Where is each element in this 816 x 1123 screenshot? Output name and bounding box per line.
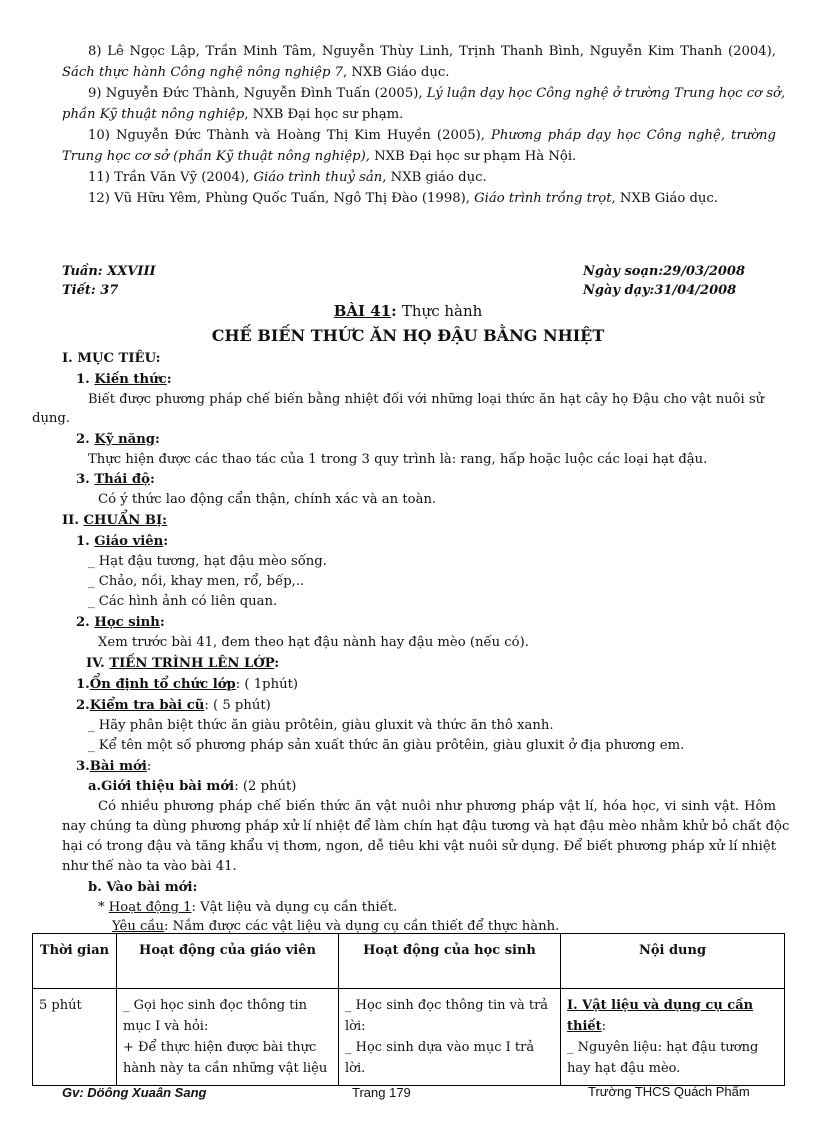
objectives-heading: I. MỤC TIÊU: — [62, 351, 161, 366]
intro-paragraph-line: hại có trong đậu và tăng khẩu vị thơm, ngon, dễ tiêu khi vật nuôi sử dụng. Để biết phương pháp xử lí nhiệt — [62, 839, 776, 854]
table-header-row — [33, 934, 785, 989]
intro-heading: a.Giới thiệu bài mới: (2 phút) — [88, 779, 297, 794]
teacher-prep-item: _ Các hình ảnh có liên quan. — [88, 594, 278, 609]
knowledge-text-line1: Biết được phương pháp chế biến bằng nhiệt đối với những loại thức ăn hạt cây họ Đậu cho vật nuôi sử — [88, 392, 764, 407]
intro-paragraph-line: như thế nào ta vào bài 41. — [62, 859, 237, 874]
teach-date: Ngày dạy:31/04/2008 — [583, 283, 737, 298]
week-label: Tuần: XXVIII — [62, 264, 156, 279]
intro-paragraph-line: Có nhiều phương pháp chế biến thức ăn vật nuôi như phương pháp vật lí, hóa học, vi sinh vật. Hôm — [98, 799, 776, 814]
prep-date: Ngày soạn:29/03/2008 — [583, 264, 745, 279]
cell-content: I. Vật liệu và dụng cụ cần thiết: _ Nguyên liệu: hạt đậu tương hay hạt đậu mèo. — [561, 989, 785, 1086]
review-question: _ Hãy phân biệt thức ăn giàu prôtêin, giàu gluxit và thức ăn thô xanh. — [88, 718, 554, 733]
reference-8-line2: Sách thực hành Công nghệ nông nghiệp 7, NXB Giáo dục. — [62, 65, 450, 80]
footer-author: Gv: Döông Xuaân Sang — [62, 1085, 207, 1100]
new-lesson-heading: b. Vào bài mới: — [88, 880, 198, 895]
procedure-heading: IV. TIẾN TRÌNH LÊN LỚP: — [86, 656, 280, 671]
period-label: Tiết: 37 — [62, 283, 119, 298]
review-question: _ Kể tên một số phương pháp sản xuất thức ăn giàu prôtêin, giàu gluxit ở địa phương em. — [88, 738, 685, 753]
skill-text: Thực hiện được các thao tác của 1 trong 3 quy trình là: rang, hấp hoặc luộc các loại hạt đậu. — [88, 452, 708, 467]
student-prep-heading: 2. Học sinh: — [76, 615, 165, 630]
student-prep-text: Xem trước bài 41, đem theo hạt đậu nành hay đậu mèo (nếu có). — [98, 635, 529, 650]
attitude-heading: 3. Thái độ: — [76, 472, 155, 487]
cell-time: 5 phút — [33, 989, 117, 1086]
footer-page-number: Trang 179 — [352, 1085, 411, 1100]
lesson-activity-table — [32, 933, 785, 1086]
table-header-content: Nội dung — [561, 934, 785, 989]
step3-heading: 3.Bài mới: — [76, 759, 152, 774]
step1-heading: 1.Ổn định tổ chức lớp: ( 1phút) — [76, 677, 299, 692]
activity1-heading: * Hoạt động 1: Vật liệu và dụng cụ cần thiết. — [98, 900, 398, 915]
knowledge-text-line2: dụng. — [32, 411, 71, 426]
preparation-heading: II. CHUẨN BỊ: — [62, 513, 168, 528]
activity1-requirement: Yêu cầu: Nắm được các vật liệu và dụng cụ cần thiết để thực hành. — [112, 919, 560, 934]
teacher-prep-heading: 1. Giáo viên: — [76, 534, 169, 549]
reference-12: 12) Vũ Hữu Yêm, Phùng Quốc Tuấn, Ngô Thị Đào (1998), Giáo trình trồng trọt, NXB Giáo dục. — [88, 191, 718, 206]
lesson-number: BÀI 41: Thực hành — [333, 302, 483, 320]
reference-11: 11) Trần Văn Vỹ (2004), Giáo trình thuỷ sản, NXB giáo dục. — [88, 170, 487, 185]
teacher-prep-item: _ Hạt đậu tương, hạt đậu mèo sống. — [88, 554, 327, 569]
step2-heading: 2.Kiểm tra bài cũ: ( 5 phút) — [76, 698, 271, 713]
reference-10-line2: Trung học cơ sở (phần Kỹ thuật nông nghiệp), NXB Đại học sư phạm Hà Nội. — [62, 149, 577, 164]
teacher-prep-item: _ Chảo, nồi, khay men, rổ, bếp,.. — [88, 574, 305, 589]
table-header-teacher: Hoạt động của giáo viên — [117, 934, 339, 989]
attitude-text: Có ý thức lao động cẩn thận, chính xác và an toàn. — [98, 492, 437, 507]
cell-student-activity: _ Học sinh đọc thông tin và trả lời: _ Học sinh dựa vào mục I trả lời. — [339, 989, 561, 1086]
footer-school: Trường THCS Quách Phẩm — [588, 1084, 750, 1099]
cell-teacher-activity: _ Gọi học sinh đọc thông tin mục I và hỏi: + Để thực hiện được bài thực hành này ta cần những vật liệu — [117, 989, 339, 1086]
reference-9-line1: 9) Nguyễn Đức Thành, Nguyễn Đình Tuấn (2005), Lý luận dạy học Công nghệ ở trường Trung học cơ sở, — [88, 86, 786, 101]
lesson-title: CHẾ BIẾN THỨC ĂN HỌ ĐẬU BẰNG NHIỆT — [211, 326, 605, 345]
table-header-time: Thời gian — [33, 934, 117, 989]
reference-10-line1: 10) Nguyễn Đức Thành và Hoàng Thị Kim Huyền (2005), Phương pháp dạy học Công nghệ, trường — [88, 128, 776, 143]
table-header-student: Hoạt động của học sinh — [339, 934, 561, 989]
table-row — [33, 989, 785, 1086]
knowledge-heading: 1. Kiến thức: — [76, 372, 172, 387]
reference-9-line2: phần Kỹ thuật nông nghiệp, NXB Đại học sư phạm. — [62, 107, 404, 122]
reference-8-line1: 8) Lê Ngọc Lập, Trần Minh Tâm, Nguyễn Thùy Linh, Trịnh Thanh Bình, Nguyễn Kim Thanh (2004), — [88, 44, 776, 59]
skill-heading: 2. Kỹ năng: — [76, 432, 160, 447]
intro-paragraph-line: nay chúng ta dùng phương pháp xử lí nhiệt để làm chín hạt đậu tương và hạt đậu mèo nhằm khử bỏ chất độc — [62, 819, 790, 834]
